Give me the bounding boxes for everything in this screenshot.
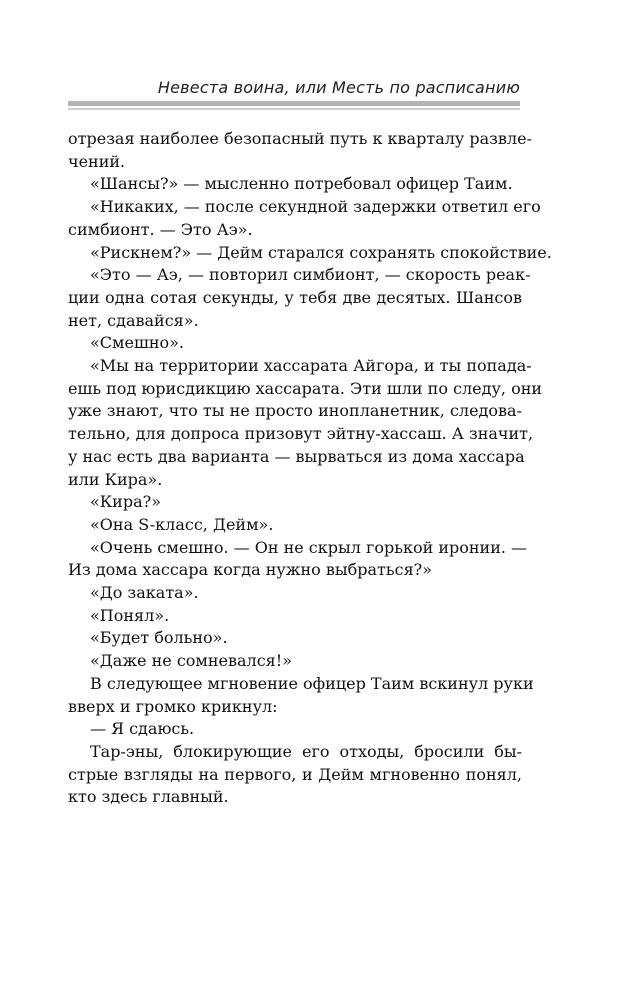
text-line: у нас есть два варианта — вырваться из дома хассара (68, 446, 525, 466)
text-line: «Очень смешно. — Он не скрыл горькой иронии. — (90, 537, 528, 557)
text-line: «Это — Аэ, — повторил симбионт, — скорость реак- (90, 265, 531, 285)
text-line: «Будет больно». (90, 628, 228, 648)
text-line: отрезая наиболее безопасный путь к кварталу развле- (68, 129, 532, 148)
text-line: кто здесь главный. (68, 787, 229, 807)
text-line: «Кира?» (90, 492, 161, 512)
text-line: «Смешно». (90, 333, 184, 353)
running-header: Невеста воина, или Месть по расписанию (157, 78, 520, 97)
text-line: ции одна сотая секунды, у тебя две десятых. Шансов (68, 287, 522, 307)
text-line: «Шансы?» — мысленно потребовал офицер Таим. (90, 174, 513, 194)
text-line: симбионт. — Это Аэ». (68, 219, 253, 239)
header-rule-thick (68, 101, 520, 106)
text-line: или Кира». (68, 469, 163, 489)
text-line: чений. (68, 151, 126, 171)
page-body (68, 128, 552, 809)
text-line: нет, сдавайся». (68, 310, 199, 330)
text-line: «Мы на территории хассарата Айгора, и ты попада- (90, 356, 532, 376)
text-line: тельно, для допроса призовут эйтну-хассаш. А значит, (68, 424, 534, 444)
text-line: уже знают, что ты не просто инопланетник, следова- (68, 401, 522, 421)
text-line: «Понял». (90, 605, 170, 625)
text-line: «Никаких, — после секундной задержки ответил его (90, 197, 541, 217)
text-line: ешь под юрисдикцию хассарата. Эти шли по следу, они (68, 378, 543, 398)
text-line: «Она S-класс, Дейм». (90, 514, 274, 534)
text-line: Из дома хассара когда нужно выбраться?» (68, 560, 433, 580)
text-line: «Рискнем?» — Дейм старался сохранять спокойствие. (90, 242, 552, 262)
text-line: «До заката». (90, 583, 199, 603)
text-line: вверх и громко крикнул: (68, 696, 278, 716)
text-line: — Я сдаюсь. (90, 719, 195, 739)
text-line: В следующее мгновение офицер Таим вскинул руки (90, 673, 534, 693)
text-line: стрые взгляды на первого, и Дейм мгновенно понял, (68, 764, 522, 784)
header-rule-thin (68, 108, 520, 110)
text-line: Тар-эны, блокирующие его отходы, бросили бы- (90, 741, 522, 761)
text-line: «Даже не сомневался!» (90, 651, 292, 671)
